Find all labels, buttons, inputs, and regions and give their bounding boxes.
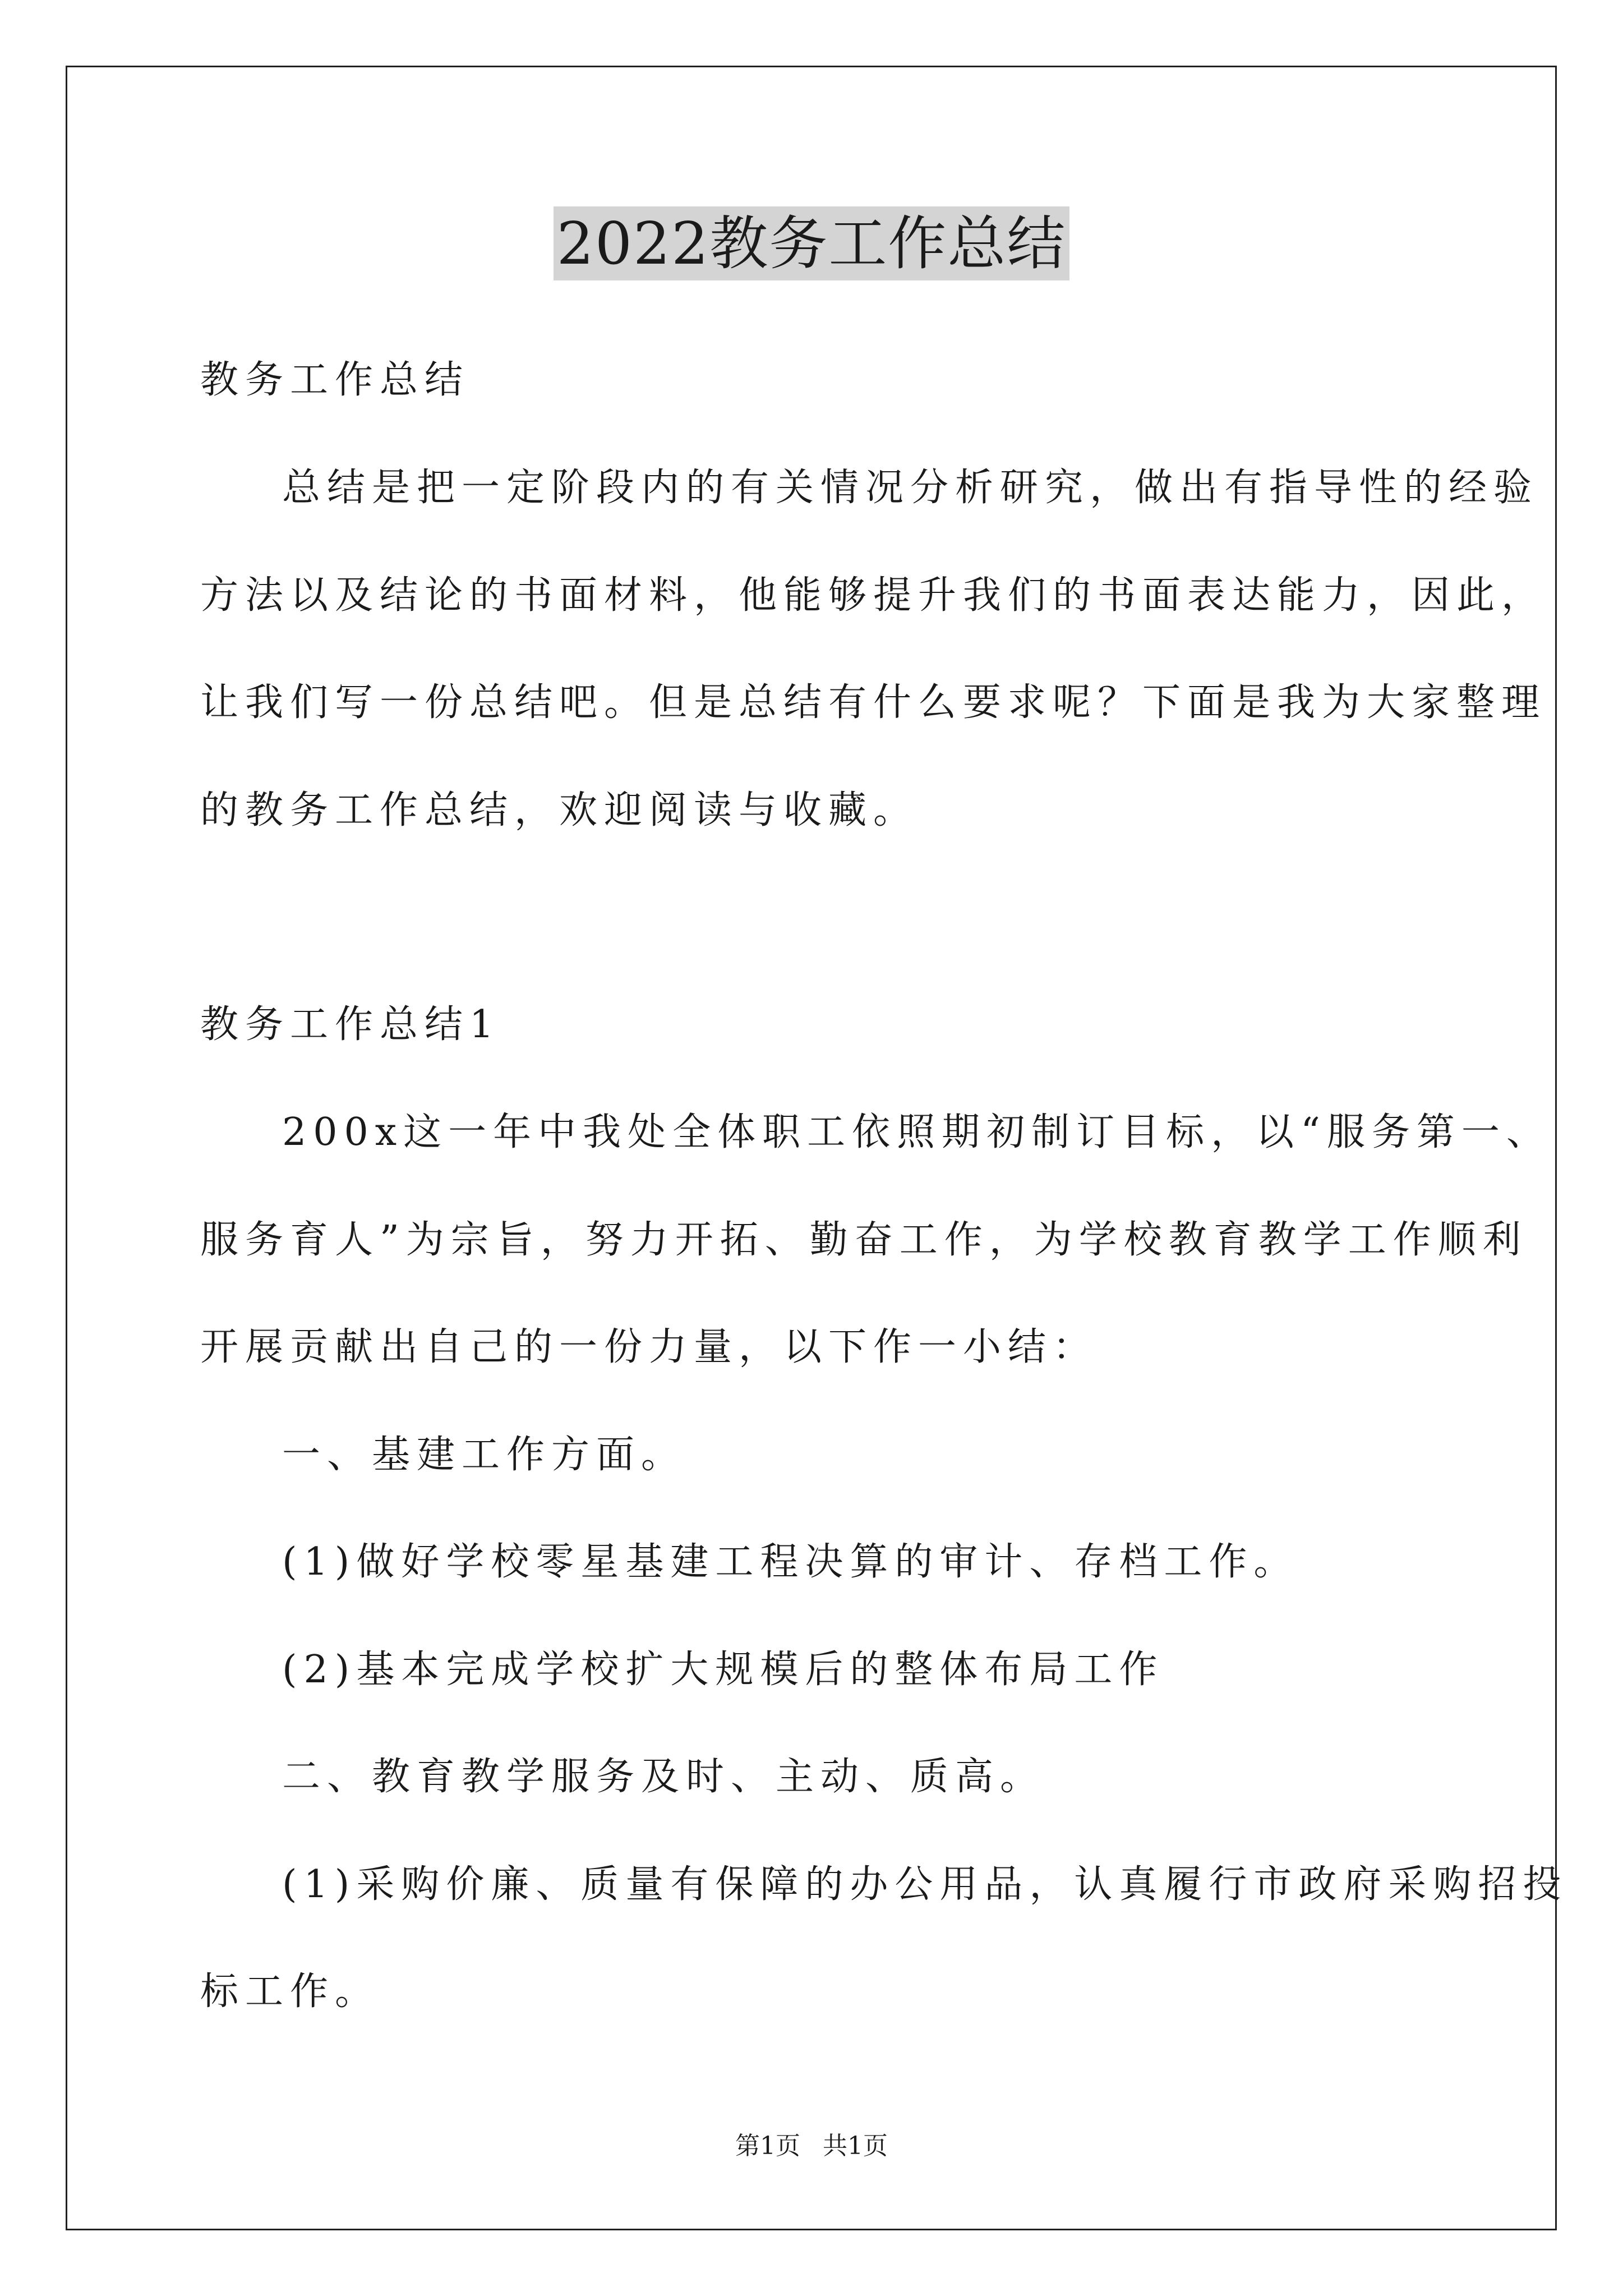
list-item: 标工作。 (200, 1970, 380, 2014)
list-heading: 二、教育教学服务及时、主动、质高。 (282, 1755, 1045, 1799)
list-item: (1)采购价廉、质量有保障的办公用品，认真履行市政府采购招投 (282, 1862, 1568, 1907)
paragraph-line: 200x这一年中我处全体职工依照期初制订目标，以“服务第一、 (282, 1110, 1551, 1154)
page-footer (0, 2131, 1623, 2162)
paragraph-line: 让我们写一份总结吧。但是总结有什么要求呢？下面是我为大家整理 (200, 680, 1547, 725)
paragraph-line: 总结是把一定阶段内的有关情况分析研究，做出有指导性的经验 (282, 466, 1539, 510)
list-item: (1)做好学校零星基建工程决算的审计、存档工作。 (282, 1540, 1299, 1584)
list-item: (2)基本完成学校扩大规模后的整体布局工作 (282, 1648, 1164, 1692)
document-title: 2022教务工作总结 (554, 206, 1070, 280)
page-number: 第1页 (735, 2132, 800, 2160)
page-total: 共1页 (823, 2132, 888, 2160)
title-container (0, 206, 1623, 280)
paragraph-line: 开展贡献出自己的一份力量，以下作一小结： (200, 1325, 1098, 1369)
paragraph-line: 服务育人”为宗旨，努力开拓、勤奋工作，为学校教育教学工作顺利 (200, 1218, 1528, 1262)
section-heading: 教务工作总结 (200, 358, 470, 402)
paragraph-line: 的教务工作总结，欢迎阅读与收藏。 (200, 788, 919, 832)
section-heading: 教务工作总结1 (200, 1002, 501, 1047)
paragraph-line: 方法以及结论的书面材料，他能够提升我们的书面表达能力，因此， (200, 573, 1547, 618)
list-heading: 一、基建工作方面。 (282, 1433, 686, 1477)
